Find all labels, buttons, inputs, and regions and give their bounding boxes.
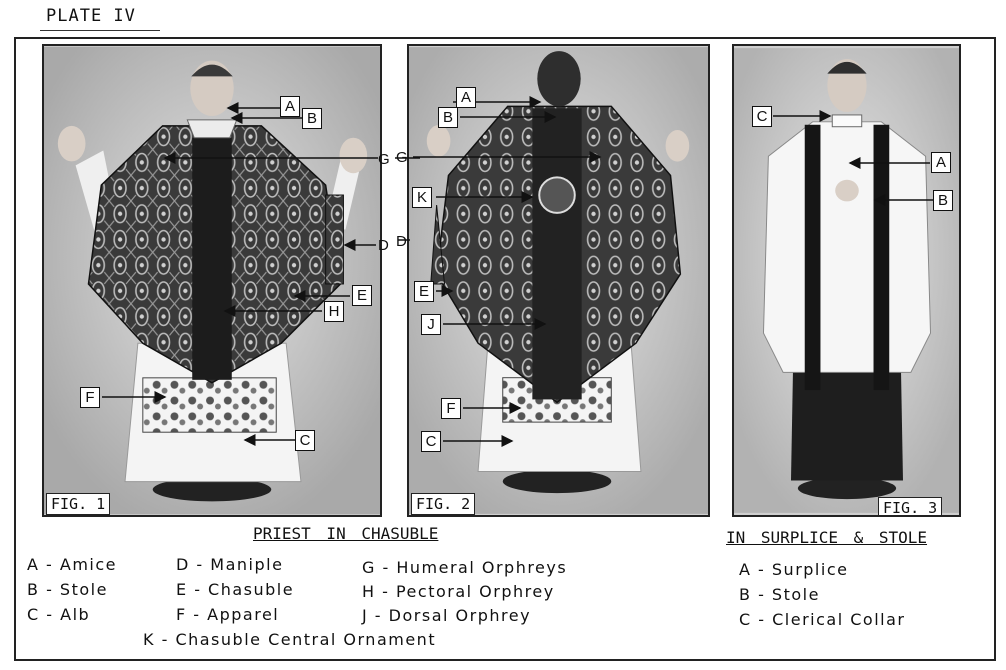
figure-2-label: FIG. 2 — [411, 493, 475, 515]
legend-apparel: F - Apparel — [176, 605, 280, 624]
surplice-and-stole-heading: IN SURPLICE & STOLE — [726, 528, 928, 547]
legend-surplice-stole: B - Stole — [739, 585, 820, 604]
priest-in-chasuble-heading: PRIEST IN CHASUBLE — [253, 524, 439, 543]
legend-chasuble: E - Chasuble — [176, 580, 295, 599]
legend-pectoral-orphrey: H - Pectoral Orphrey — [362, 582, 555, 601]
legend-clerical-collar: C - Clerical Collar — [739, 610, 906, 629]
fig3-callout-a: A — [931, 152, 951, 173]
legend-stole: B - Stole — [27, 580, 108, 599]
fig3-callout-c: C — [752, 106, 772, 127]
legend-surplice: A - Surplice — [739, 560, 849, 579]
figure-3-label: FIG. 3 — [878, 497, 942, 517]
fig2-callout-e: E — [414, 281, 434, 302]
fig1-callout-f: F — [80, 387, 100, 408]
fig1-callout-c: C — [295, 430, 315, 451]
fig1-callout-d: D — [378, 237, 389, 254]
fig2-callout-b: B — [438, 107, 458, 128]
legend-humeral-orphreys: G - Humeral Orphreys — [362, 558, 568, 577]
figure-1-photo — [42, 44, 382, 517]
plate-title-underline — [40, 30, 160, 31]
legend-dorsal-orphrey: J - Dorsal Orphrey — [362, 606, 532, 625]
fig2-callout-j: J — [421, 314, 441, 335]
legend-maniple: D - Maniple — [176, 555, 284, 574]
fig2-callout-g: G — [396, 149, 408, 166]
fig3-callout-b: B — [933, 190, 953, 211]
fig2-callout-k: K — [412, 187, 432, 208]
legend-alb: C - Alb — [27, 605, 91, 624]
fig2-callout-c: C — [421, 431, 441, 452]
fig1-callout-g: G — [378, 151, 390, 168]
figure-1-label: FIG. 1 — [46, 493, 110, 515]
fig1-callout-e: E — [352, 285, 372, 306]
fig1-callout-h: H — [324, 301, 344, 322]
fig2-callout-d: D — [396, 233, 407, 250]
legend-chasuble-central-ornament: K - Chasuble Central Ornament — [143, 630, 437, 649]
fig1-callout-b: B — [302, 108, 322, 129]
fig2-callout-a: A — [456, 87, 476, 108]
fig1-callout-a: A — [280, 96, 300, 117]
legend-amice: A - Amice — [27, 555, 118, 574]
plate-title: PLATE IV — [46, 6, 136, 26]
priest-front-illustration — [44, 46, 380, 515]
fig2-callout-f: F — [441, 398, 461, 419]
